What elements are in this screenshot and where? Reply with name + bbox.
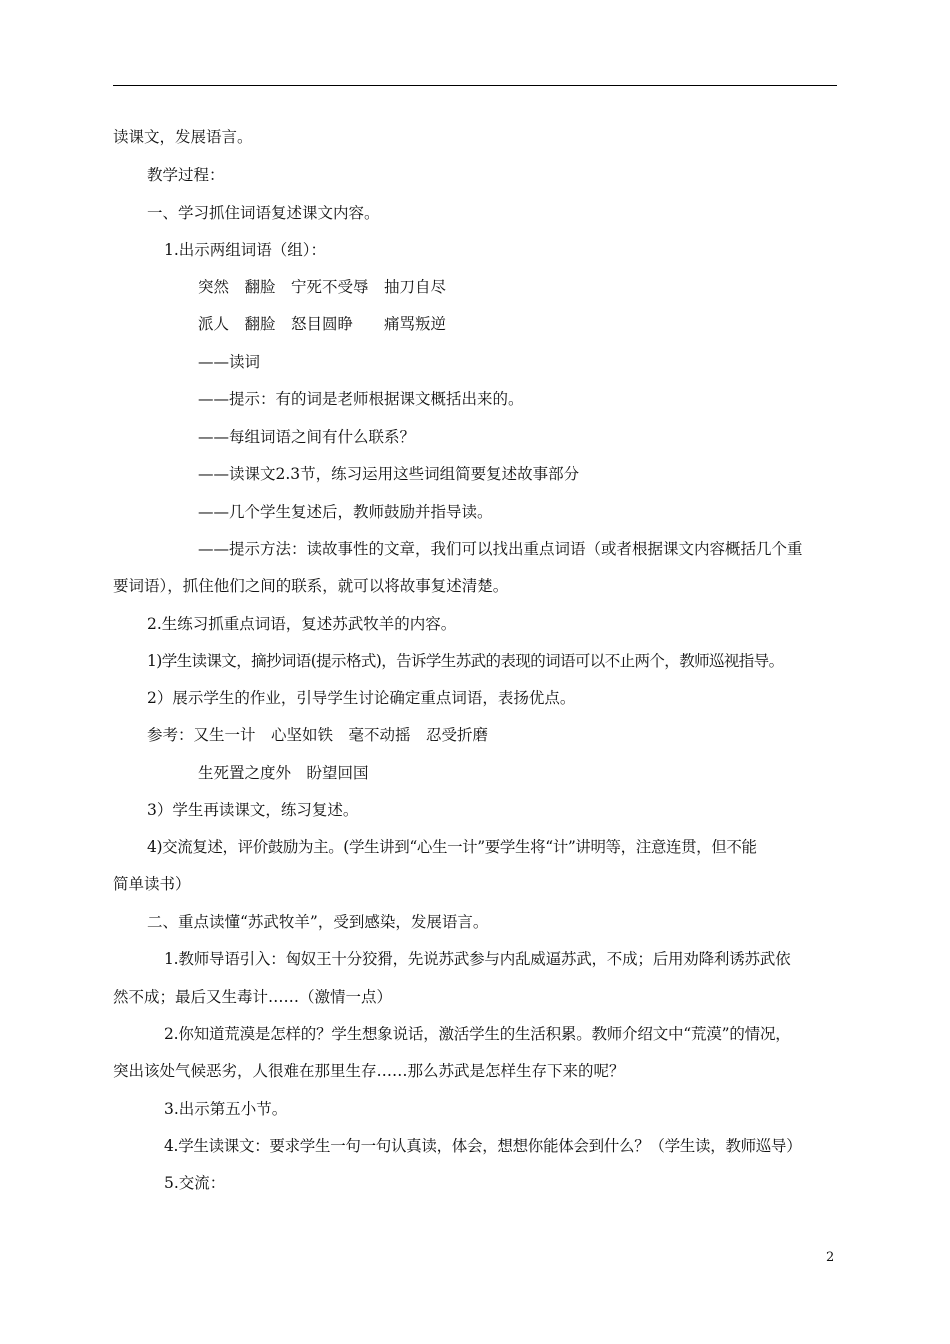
text-line: 3）学生再读课文，练习复述。 [147,801,359,819]
text-line: 1.教师导语引入：匈奴王十分狡猾，先说苏武参与内乱威逼苏武，不成；后用劝降利诱苏武依 [164,950,791,968]
text-line: 2.生练习抓重点词语，复述苏武牧羊的内容。 [147,615,457,633]
word-group: 突然 翻脸 宁死不受辱 抽刀自尽 [198,278,447,296]
section-heading: 二、重点读懂“苏武牧羊”，受到感染，发展语言。 [147,913,489,931]
text-line: 生死置之度外 盼望回国 [198,764,369,782]
section-heading: 教学过程： [147,166,225,184]
text-line: ——几个学生复述后，教师鼓励并指导读。 [198,503,493,521]
text-line: 1.出示两组词语（组）： [164,241,327,259]
section-heading: 一、学习抓住词语复述课文内容。 [147,204,380,222]
page-number: 2 [826,1250,835,1265]
text-line: 参考：又生一计 心坚如铁 毫不动摇 忍受折磨 [147,726,489,744]
text-line: ——读课文2.3节，练习运用这些词组简要复述故事部分 [198,465,580,483]
header-rule [113,85,837,86]
text-line: 突出该处气候恶劣，人很难在那里生存……那么苏武是怎样生存下来的呢？ [113,1062,625,1080]
text-line: 简单读书） [113,875,191,893]
text-line: 4)交流复述，评价鼓励为主。(学生讲到“心生一计”要学生将“计”讲明等，注意连贯，但不能 [147,838,757,856]
text-line: 然不成；最后又生毒计……（激情一点） [113,988,393,1006]
text-line: ——读词 [198,353,261,371]
text-line: 2）展示学生的作业，引导学生讨论确定重点词语，表扬优点。 [147,689,576,707]
text-line: 2.你知道荒漠是怎样的？学生想象说话，激活学生的生活积累。教师介绍文中“荒漠”的情况， [164,1025,791,1043]
text-line: 4.学生读课文：要求学生一句一句认真读，体会，想想你能体会到什么？（学生读，教师巡导） [164,1137,802,1155]
text-line: 5.交流： [164,1174,226,1192]
word-group: 派人 翻脸 怒目圆睁 痛骂叛逆 [198,315,447,333]
text-line: ——每组词语之间有什么联系？ [198,428,416,446]
text-line: 要词语），抓住他们之间的联系，就可以将故事复述清楚。 [113,577,509,595]
text-line: ——提示：有的词是老师根据课文概括出来的。 [198,390,524,408]
text-line: 1)学生读课文，摘抄词语(提示格式)，告诉学生苏武的表现的词语可以不止两个，教师巡视指导。 [147,652,784,670]
text-line: 读课文，发展语言。 [113,128,253,146]
text-line: ——提示方法：读故事性的文章，我们可以找出重点词语（或者根据课文内容概括几个重 [198,540,803,558]
text-line: 3.出示第五小节。 [164,1100,288,1118]
